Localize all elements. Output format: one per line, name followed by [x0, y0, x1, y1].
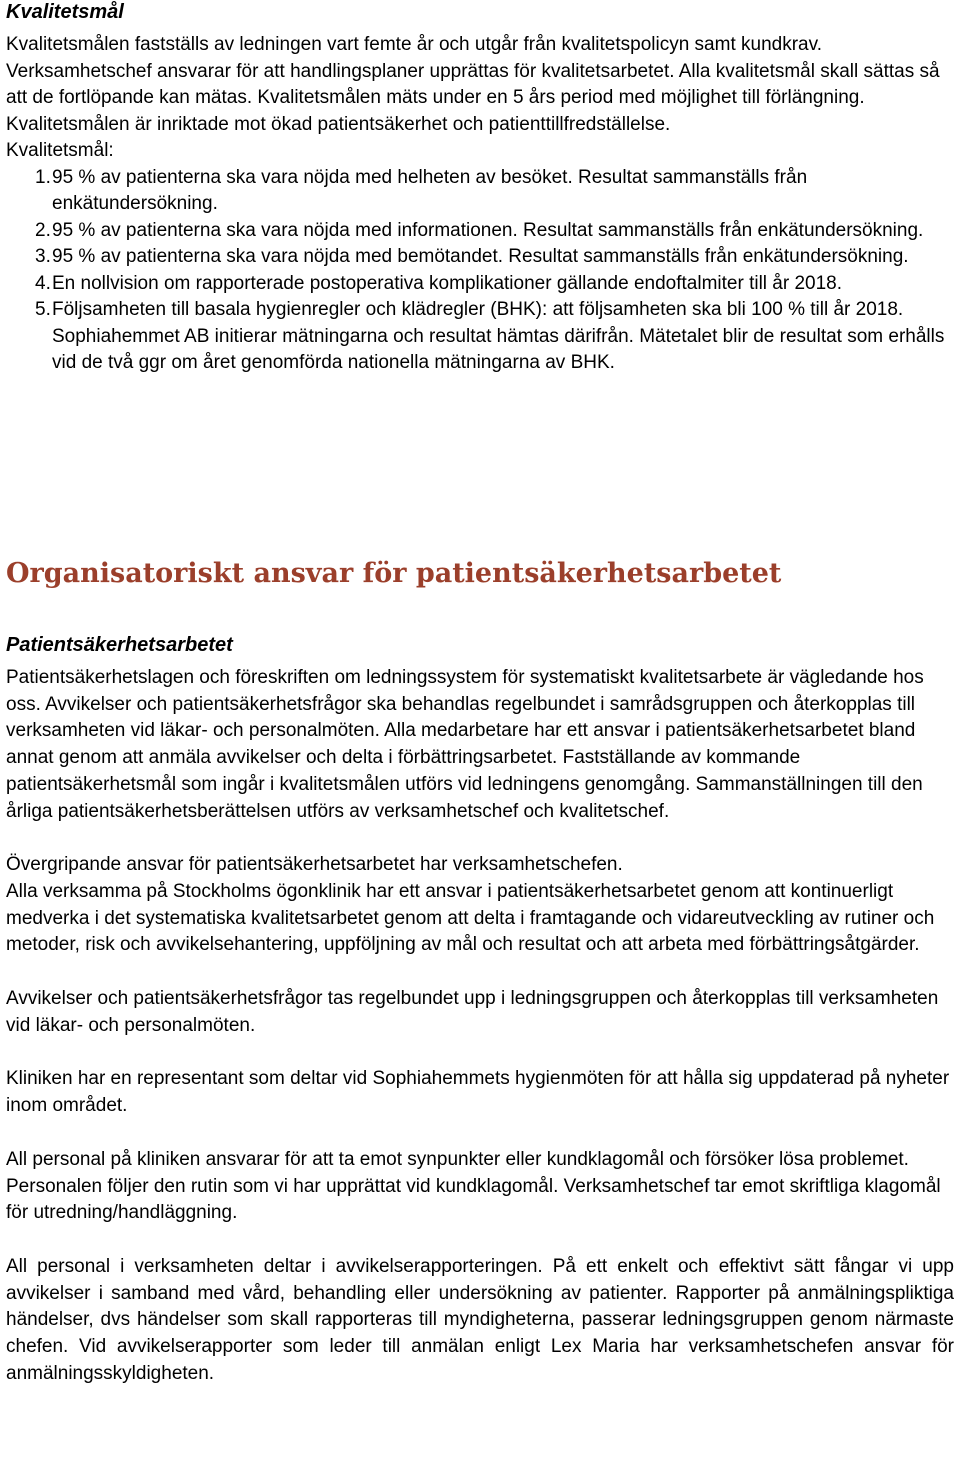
goals-list-label: Kvalitetsmål:: [6, 140, 114, 161]
list-item: [6, 218, 954, 245]
list-item-number: 2.: [35, 219, 51, 241]
paragraph-4: Avvikelser och patientsäkerhetsfrågor tas regelbundet upp i ledningsgruppen och återkopplas till verksamheten vid läkar- och personalmöten.: [6, 988, 939, 1036]
list-item: [6, 271, 954, 298]
organisation-body: [6, 665, 954, 1387]
list-item: [6, 244, 954, 271]
list-item-text: En nollvision om rapporterade postoperativa komplikationer gällande endoftalmiter till år 2018.: [52, 272, 843, 294]
paragraph-1: Patientsäkerhetslagen och föreskriften om ledningssystem för systematiskt kvalitetsarbete är vägledande hos oss. Avvikelser och patientsäkerhetsfrågor ska behandlas regelbundet i samrådsgruppen och återkopplas till verksamheten vid läkar- och personalmöten. Alla medarbetare har ett ansvar i patientsäkerhetsarbetet bland annat genom att anmäla avvikelser och delta i förbättringsarbetet. Fastställande av kommande patientsäkerhetsmål som ingår i kvalitetsmålen utförs vid ledningens genomgång. Sammanställningen till den årliga patientsäkerhetsberättelsen utförs av verksamhetschef och kvalitetschef.: [6, 667, 924, 822]
goals-list: [6, 165, 954, 377]
list-item-number: 4.: [35, 272, 51, 294]
list-item-text: 95 % av patienterna ska vara nöjda med bemötandet. Resultat sammanställs från enkätundersökning.: [52, 246, 909, 267]
kvalitetsmal-intro: Kvalitetsmålen fastställs av ledningen vart femte år och utgår från kvalitetspolicyn samt kundkrav. Verksamhetschef ansvarar för att handlingsplaner upprättas för kvalitetsarbetet. Alla kvalitetsmål skall sättas så att de fortlöpande kan mätas. Kvalitetsmålen mäts under en 5 års period med möjlighet till förlängning. Kvalitetsmålen är inriktade mot ökad patientsäkerhet och patienttillfredställelse.: [6, 34, 940, 135]
subheading-patientsakerhetsarbetet: Patientsäkerhetsarbetet: [6, 634, 233, 656]
list-item-text: Följsamheten till basala hygienregler och klädregler (BHK): att följsamheten ska bli 100 % till år 2018. Sophiahemmet AB initierar mätningarna och resultat hämtas därifrån. Mätetalet blir de resultat som erhålls vid de två ggr om året genomförda nationella mätningarna av BHK.: [52, 299, 945, 373]
paragraph-2: Övergripande ansvar för patientsäkerhetsarbetet har verksamhetschefen.: [6, 854, 623, 876]
paragraph-5: Kliniken har en representant som deltar vid Sophiahemmets hygienmöten för att hålla sig uppdaterad på nyheter inom området.: [6, 1068, 950, 1117]
list-item-text: 95 % av patienterna ska vara nöjda med informationen. Resultat sammanställs från enkätundersökning.: [52, 219, 924, 241]
list-item: [6, 165, 954, 218]
kvalitetsmal-heading: Kvalitetsmål: [6, 1, 124, 23]
list-item-text: 95 % av patienterna ska vara nöjda med helheten av besöket. Resultat sammanställs från enkätundersökning.: [52, 166, 808, 214]
paragraph-3: Alla verksamma på Stockholms ögonklinik har ett ansvar i patientsäkerhetsarbetet genom att kontinuerligt medverka i det systematiska kvalitetsarbetet genom att delta i framtagande och vidareutveckling av rutiner och metoder, risk och avvikelsehantering, uppföljning av mål och resultat och att arbeta med förbättringsåtgärder.: [6, 880, 935, 956]
list-item-number: 5.: [35, 299, 51, 320]
section-heading-organisation: Organisatoriskt ansvar för patientsäkerhetsarbetet: [6, 558, 782, 589]
paragraph-7: All personal i verksamheten deltar i avvikelserapporteringen. På ett enkelt och effektivt sätt fångar vi upp avvikelser i samband med vård, behandling eller undersökning av patienter. Rapporter på anmälningspliktiga händelser, dvs händelser som skall rapporteras till myndigheterna, passerar ledningsgruppen genom närmaste chefen. Vid avvikelserapporter som leder till anmälan enligt Lex Maria har verksamhetschefen ansvar för anmälningsskyldigheten.: [6, 1255, 954, 1384]
list-item-number: 1.: [35, 166, 51, 188]
kvalitetsmal-section: [6, 0, 954, 377]
list-item-number: 3.: [35, 246, 51, 267]
list-item: [6, 297, 954, 377]
paragraph-6: All personal på kliniken ansvarar för att ta emot synpunkter eller kundklagomål och försöker lösa problemet. Personalen följer den rutin som vi har upprättat vid kundklagomål. Verksamhetschef tar emot skriftliga klagomål för utredning/handläggning.: [6, 1148, 941, 1224]
